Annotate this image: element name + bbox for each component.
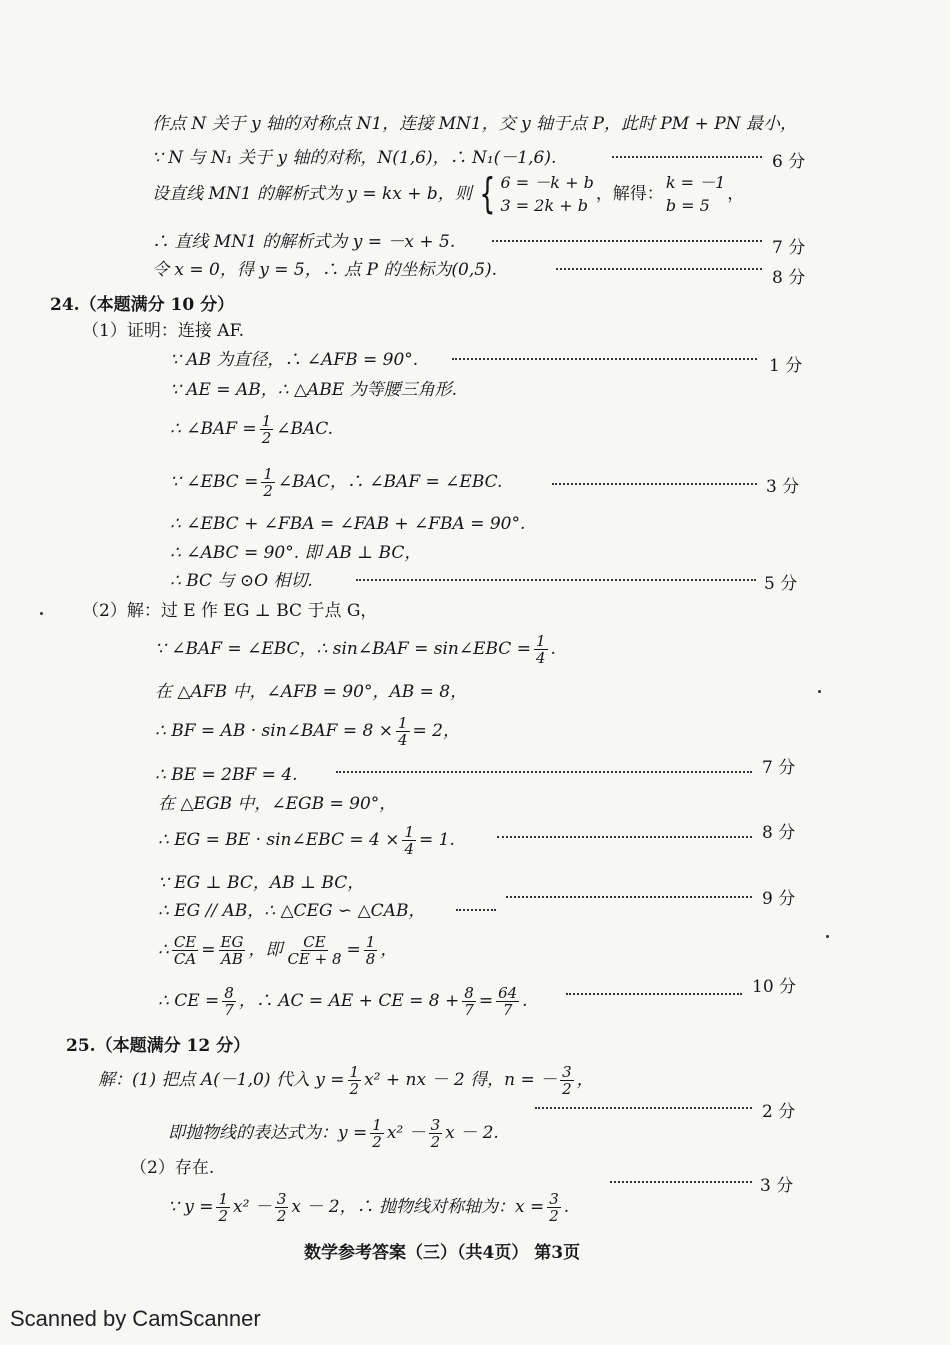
fraction [364, 934, 378, 967]
text: ∠BAC. [276, 419, 334, 439]
answer-line [168, 1185, 569, 1229]
text: ∵ ∠BAF = ∠EBC，∴ sin∠BAF = sin∠EBC = [155, 639, 531, 659]
text: x － 2，∴ 抛物线对称轴为：x = [291, 1197, 545, 1217]
numerator: 1 [404, 822, 415, 841]
system-row: 3 = 2k + b [500, 196, 588, 215]
numerator: 3 [549, 1189, 559, 1208]
leader-dots [336, 771, 752, 773]
denominator: 2 [372, 1132, 382, 1151]
answer-line: ∵ AB 为直径，∴ ∠AFB = 90°. [170, 350, 419, 370]
page-footer: 数学参考答案（三）（共4页） 第3页 [304, 1243, 581, 1263]
numerator: CE [173, 932, 197, 951]
denominator: 2 [276, 1206, 287, 1225]
text: ∵ y = [168, 1197, 214, 1217]
answer-line [158, 819, 455, 861]
answer-line [155, 710, 460, 752]
answer-line: （1）证明：连接 AF. [82, 321, 245, 341]
fraction [260, 413, 274, 446]
answer-line: ∴ BC 与 ⊙O 相切. [170, 571, 313, 591]
text: ∴ BF = AB · sin∠BAF = 8 × [155, 721, 393, 741]
text: . [550, 639, 556, 659]
text: x² － [233, 1197, 272, 1217]
leader-dots [610, 1181, 752, 1183]
text: ， [727, 184, 745, 204]
denominator: 7 [224, 1000, 234, 1019]
leader-dots [492, 240, 762, 242]
numerator: 3 [430, 1115, 441, 1134]
denominator: 7 [502, 1000, 513, 1019]
numerator: 1 [535, 631, 546, 650]
denominator: 2 [430, 1132, 441, 1151]
camscanner-watermark: Scanned by CamScanner [10, 1306, 261, 1331]
score-mark: 7 分 [772, 238, 806, 258]
fraction [370, 1117, 384, 1150]
numerator: 1 [263, 464, 273, 483]
numerator: 1 [349, 1062, 360, 1081]
answer-line [158, 928, 397, 972]
system-row: k = －1 [665, 173, 726, 192]
fraction [285, 934, 343, 967]
answer-line [155, 628, 556, 670]
numerator: 1 [365, 932, 376, 951]
text: x² + nx － 2 得，n = － [364, 1070, 558, 1090]
numerator: CE [303, 932, 326, 951]
numerator: 3 [562, 1062, 572, 1081]
text: = [478, 991, 494, 1011]
equation-system [474, 171, 594, 217]
denominator: CA [173, 949, 197, 968]
denominator: 4 [404, 839, 415, 858]
answer-line [170, 461, 502, 503]
score-mark: 9 分 [762, 889, 796, 909]
leader-dots [612, 156, 762, 158]
numerator: 1 [397, 713, 408, 732]
brace-icon: { [479, 169, 496, 218]
leader-dots [452, 358, 757, 360]
answer-line [170, 408, 333, 450]
score-mark: 8 分 [762, 823, 796, 843]
denominator: 8 [365, 949, 376, 968]
text: . [563, 1197, 570, 1217]
text: x － 2. [445, 1123, 499, 1143]
denominator: 2 [263, 481, 273, 500]
question-heading: 25.（本题满分 12 分） [66, 1036, 251, 1056]
answer-line: 令 x = 0，得 y = 5，∴ 点 P 的坐标为(0,5). [152, 260, 498, 280]
text: ，∴ AC = AE + CE = 8 + [238, 991, 460, 1011]
fraction [275, 1191, 289, 1224]
text: . [522, 991, 528, 1011]
leader-dots [566, 993, 742, 995]
answer-line: 在 △AFB 中，∠AFB = 90°，AB = 8， [155, 682, 468, 702]
fraction [429, 1117, 443, 1150]
text: 设直线 MN1 的解析式为 y = kx + b，则 [152, 184, 472, 204]
answer-line: ∴ ∠ABC = 90°. 即 AB ⊥ BC， [170, 543, 422, 563]
score-mark: 5 分 [764, 574, 798, 594]
numerator: 8 [464, 983, 474, 1002]
score-mark: 3 分 [760, 1176, 794, 1196]
system-row: 6 = －k + b [500, 173, 594, 192]
text: 即抛物线的表达式为：y = [168, 1123, 368, 1143]
score-mark: 1 分 [769, 356, 803, 376]
score-mark: 8 分 [772, 268, 806, 288]
answer-line: ∵ N 与 N₁ 关于 y 轴的对称，N(1,6)，∴ N₁(－1,6). [152, 148, 557, 168]
leader-dots [535, 1107, 752, 1109]
numerator: 3 [276, 1189, 287, 1208]
numerator: 8 [224, 983, 234, 1002]
fraction [219, 934, 246, 967]
text: x² － [386, 1123, 426, 1143]
fraction [534, 633, 548, 666]
answer-line [158, 979, 528, 1023]
leader-dots [552, 483, 757, 485]
answer-line: （2）存在. [130, 1158, 215, 1178]
text: = [346, 940, 361, 960]
scan-speck [40, 612, 43, 615]
score-mark: 7 分 [762, 758, 796, 778]
answer-line: ∴ BE = 2BF = 4. [155, 765, 298, 785]
text: ∠BAC，∴ ∠BAF = ∠EBC. [277, 472, 503, 492]
numerator: 1 [372, 1115, 382, 1134]
leader-dots [456, 909, 496, 911]
scan-speck [818, 690, 821, 693]
denominator: CE + 8 [287, 949, 342, 968]
answer-line: ∴ 直线 MN1 的解析式为 y = －x + 5. [152, 232, 456, 252]
denominator: 2 [549, 1206, 559, 1225]
system-row: b = 5 [665, 196, 710, 215]
score-mark: 10 分 [752, 977, 797, 997]
text: ∴ EG = BE · sin∠EBC = 4 × [158, 830, 400, 850]
answer-line: ∴ ∠EBC + ∠FBA = ∠FAB + ∠FBA = 90°. [170, 514, 526, 534]
leader-dots [556, 268, 762, 270]
leader-dots [506, 896, 752, 898]
denominator: 2 [218, 1206, 229, 1225]
text: ，解得： [595, 184, 664, 204]
fraction [172, 934, 198, 967]
answer-line: 在 △EGB 中，∠EGB = 90°， [158, 794, 397, 814]
numerator: EG [220, 932, 244, 951]
fraction [222, 985, 236, 1018]
fraction [216, 1191, 230, 1224]
text: = [201, 940, 216, 960]
fraction [462, 985, 476, 1018]
score-mark: 2 分 [762, 1102, 796, 1122]
fraction [560, 1064, 574, 1097]
scan-speck [826, 935, 829, 938]
denominator: AB [221, 949, 243, 968]
answer-line: ∵ EG ⊥ BC，AB ⊥ BC， [158, 873, 365, 893]
leader-dots [497, 836, 752, 838]
fraction [402, 824, 416, 857]
numerator: 64 [498, 983, 518, 1002]
fraction [496, 985, 519, 1018]
score-mark: 6 分 [772, 152, 806, 172]
fraction [396, 715, 410, 748]
denominator: 4 [397, 730, 408, 749]
text: = 1. [419, 830, 455, 850]
answer-line-system [152, 170, 744, 218]
denominator: 4 [535, 648, 546, 667]
answer-line: ∴ EG // AB，∴ △CEG ∽ △CAB， [158, 901, 426, 921]
text: = 2， [412, 721, 460, 741]
answer-line: ∵ AE = AB，∴ △ABE 为等腰三角形. [170, 380, 458, 400]
score-mark: 3 分 [766, 477, 800, 497]
numerator: 1 [218, 1189, 229, 1208]
answer-line [98, 1058, 594, 1102]
text: ∴ ∠BAF = [170, 419, 257, 439]
solution-system [666, 171, 725, 217]
text: ∵ ∠EBC = [170, 472, 259, 492]
fraction [261, 466, 275, 499]
text: ， [576, 1070, 594, 1090]
denominator: 7 [464, 1000, 474, 1019]
text: ∴ CE = [158, 991, 220, 1011]
answer-line [168, 1111, 499, 1155]
fraction [348, 1064, 362, 1097]
fraction [547, 1191, 561, 1224]
denominator: 2 [349, 1079, 360, 1098]
leader-dots [356, 579, 756, 581]
text: ∴ [158, 940, 169, 960]
denominator: 2 [261, 428, 272, 447]
text: ，即 [248, 940, 283, 960]
numerator: 1 [261, 411, 272, 430]
answer-line: 作点 N 关于 y 轴的对称点 N1，连接 MN1，交 y 轴于点 P，此时 PM + PN 最小， [152, 114, 797, 134]
question-heading: 24.（本题满分 10 分） [50, 295, 235, 315]
denominator: 2 [562, 1079, 572, 1098]
answer-line: （2）解：过 E 作 EG ⊥ BC 于点 G， [82, 601, 378, 621]
text: ， [380, 940, 398, 960]
text: 解：(1) 把点 A(－1,0) 代入 y = [98, 1070, 345, 1090]
